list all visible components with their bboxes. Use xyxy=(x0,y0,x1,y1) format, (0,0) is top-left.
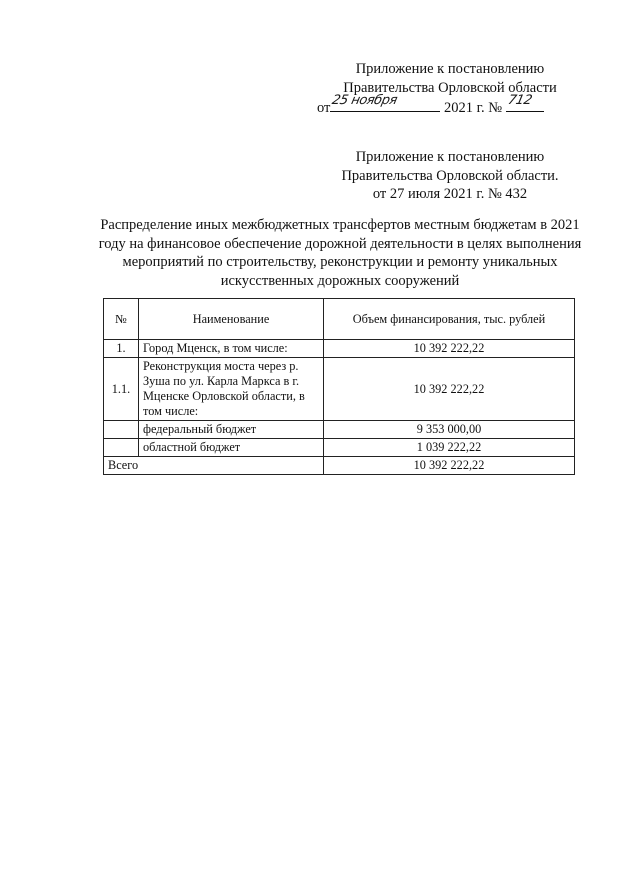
row-number: 1.1. xyxy=(104,358,139,421)
date-prefix: от xyxy=(317,100,331,116)
appendix-header-previous xyxy=(300,148,600,204)
table-row xyxy=(104,421,575,439)
year-and-number-label: 2021 г. № xyxy=(444,100,503,116)
header-name: Наименование xyxy=(139,299,324,340)
table-header-row xyxy=(104,299,575,340)
handwritten-number: 712 xyxy=(506,93,533,108)
row-amount: 1 039 222,22 xyxy=(324,439,575,457)
header-amount: Объем финансирования, тыс. рублей xyxy=(324,299,575,340)
table-total-row xyxy=(104,457,575,475)
row-name: областной бюджет xyxy=(139,439,324,457)
row-name: Реконструкция моста через р. Зуша по ул. Карла Маркса в г. Мценске Орловской области, в том числе: xyxy=(139,358,324,421)
total-amount: 10 392 222,22 xyxy=(324,457,575,475)
table-row xyxy=(104,340,575,358)
row-amount: 9 353 000,00 xyxy=(324,421,575,439)
appendix-date-line xyxy=(300,93,600,118)
handwritten-date: 25 ноября xyxy=(330,93,399,108)
prev-appendix-line-3: от 27 июля 2021 г. № 432 xyxy=(372,186,528,202)
financing-table xyxy=(103,298,575,475)
prev-appendix-line-1: Приложение к постановлению xyxy=(355,149,545,165)
row-name: федеральный бюджет xyxy=(139,421,324,439)
row-number xyxy=(104,421,139,439)
appendix-header-current xyxy=(300,60,600,118)
table-row xyxy=(104,439,575,457)
date-blank xyxy=(330,93,440,112)
appendix-line-2: Правительства Орловской области xyxy=(343,79,557,96)
total-label: Всего xyxy=(104,457,324,475)
appendix-line-1: Приложение к постановлению xyxy=(355,61,545,77)
prev-appendix-line-2: Правительства Орловской области. xyxy=(341,167,559,184)
row-number: 1. xyxy=(104,340,139,358)
row-amount: 10 392 222,22 xyxy=(324,340,575,358)
document-title: Распределение иных межбюджетных трансфертов местным бюджетам в 2021 году на финансовое обеспечение дорожной деятельности в целях выполнения мероприятий по строительству, реконструкции и ремонту уникальных искусственных дорожных сооружений xyxy=(98,217,582,289)
table-row xyxy=(104,358,575,421)
header-number: № xyxy=(104,299,139,340)
row-number xyxy=(104,439,139,457)
number-blank xyxy=(506,93,544,112)
row-name: Город Мценск, в том числе: xyxy=(139,340,324,358)
row-amount: 10 392 222,22 xyxy=(324,358,575,421)
